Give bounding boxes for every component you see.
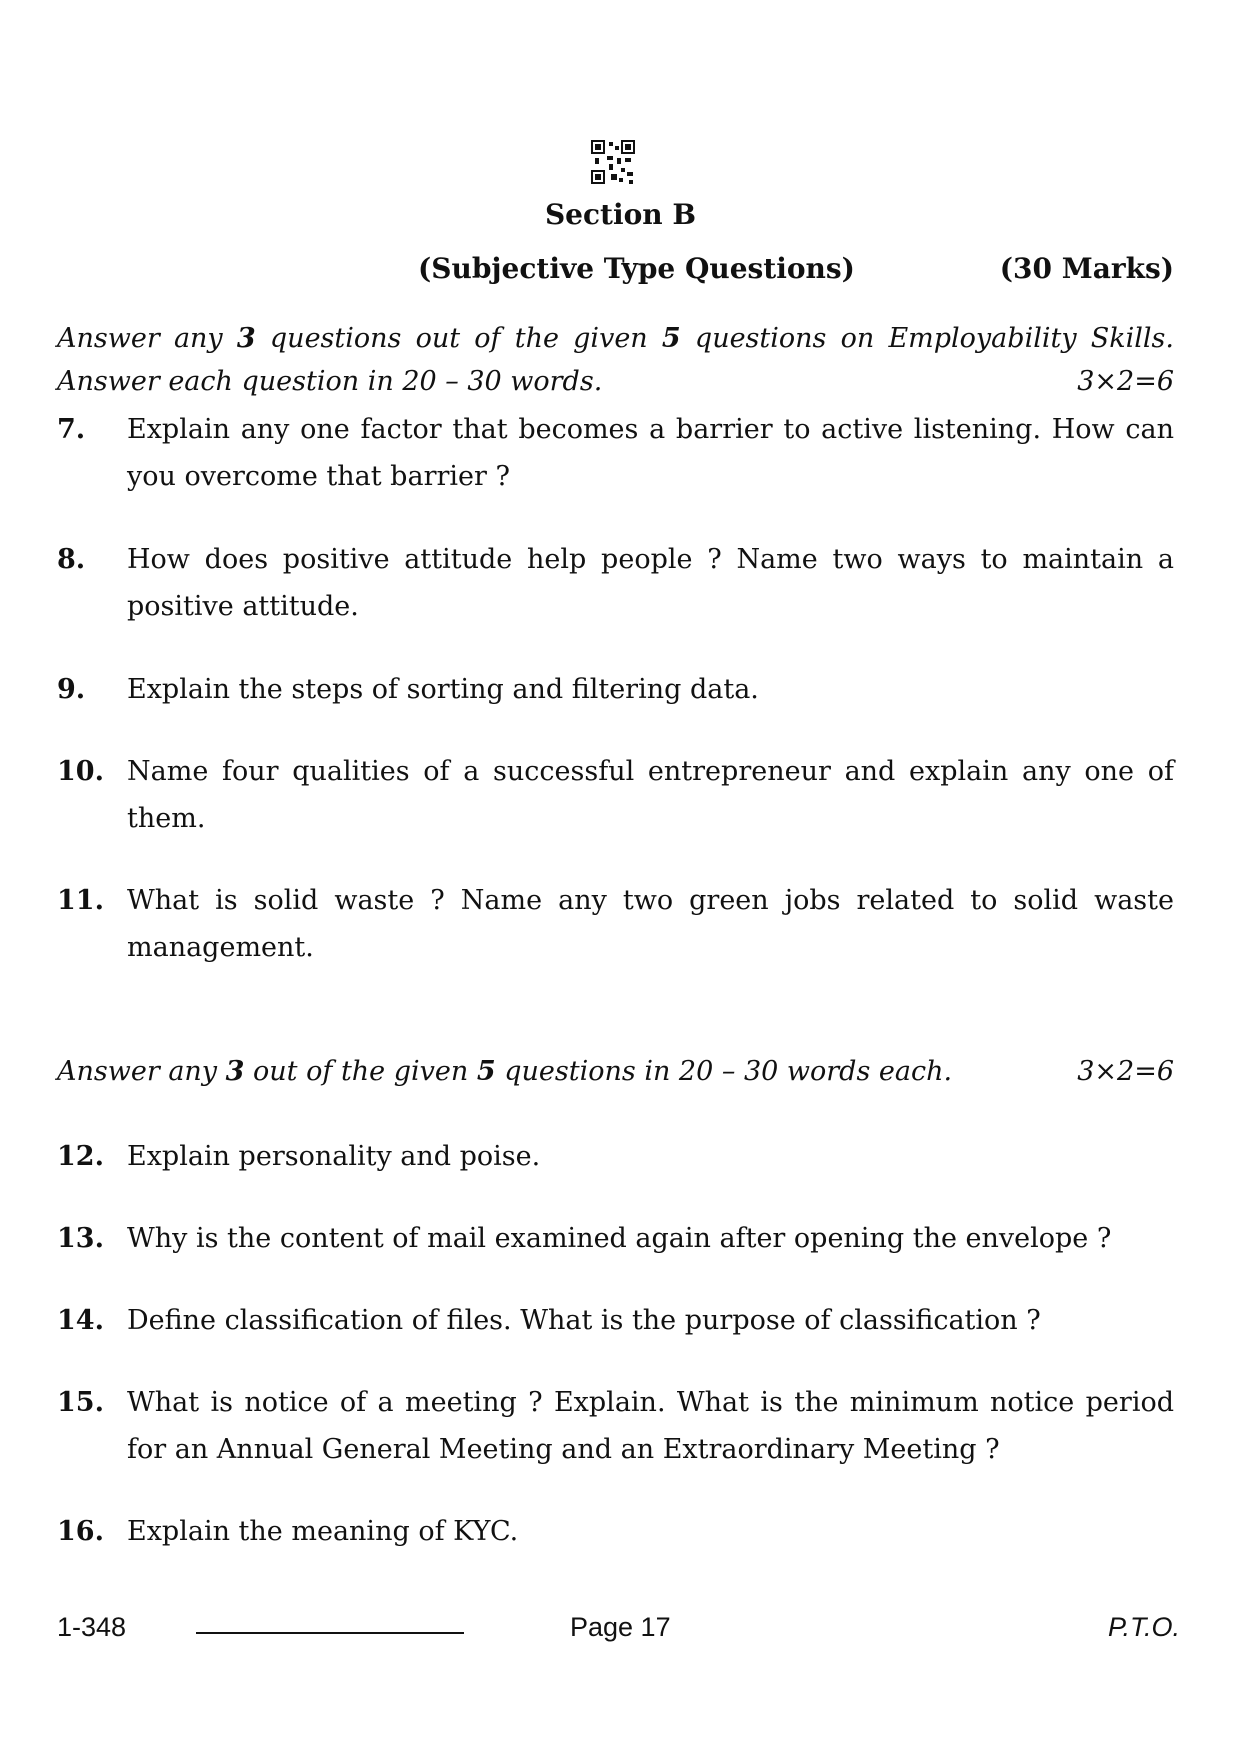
- question-7: [57, 406, 1174, 500]
- question-text: Explain the steps of sorting and filtering data.: [127, 674, 759, 705]
- question-text: Explain the meaning of KYC.: [127, 1516, 519, 1547]
- instruction-block2-marks: 3×2=6: [1077, 1056, 1174, 1087]
- section-title: Section B: [544, 198, 697, 231]
- question-14: [57, 1297, 1117, 1344]
- question-11: [57, 877, 1174, 971]
- question-number: 8.: [57, 544, 86, 575]
- question-text: Why is the content of mail examined again after opening the envelope ?: [127, 1223, 1112, 1254]
- question-15: [57, 1379, 1174, 1473]
- footer-page-number: Page 17: [570, 1612, 671, 1642]
- question-number: 11.: [57, 885, 104, 916]
- question-number: 15.: [57, 1387, 104, 1418]
- question-12: [57, 1133, 1117, 1180]
- question-16: [57, 1508, 1117, 1555]
- question-number: 10.: [57, 756, 104, 787]
- instruction-block1-line2: Answer each question in 20 – 30 words.: [57, 366, 603, 397]
- question-number: 7.: [57, 414, 86, 445]
- question-13: [57, 1215, 1117, 1262]
- instruction-block1-line1: Answer any 3 questions out of the given 5 questions on Employability Skills.: [57, 323, 1174, 354]
- question-number: 16.: [57, 1516, 104, 1547]
- instruction-block2: Answer any 3 out of the given 5 questions in 20 – 30 words each.: [57, 1056, 953, 1087]
- question-text: What is solid waste ? Name any two green jobs related to solid waste management.: [127, 885, 1174, 963]
- question-number: 13.: [57, 1223, 104, 1254]
- question-9: [57, 666, 1117, 713]
- section-subtitle: (Subjective Type Questions): [418, 252, 855, 285]
- question-number: 12.: [57, 1141, 104, 1172]
- footer-pto: P.T.O.: [1107, 1612, 1180, 1642]
- question-text: Explain personality and poise.: [127, 1141, 541, 1172]
- question-text: Name four qualities of a successful entrepreneur and explain any one of them.: [127, 756, 1174, 834]
- question-text: Define classification of files. What is the purpose of classification ?: [127, 1305, 1041, 1336]
- section-marks: (30 Marks): [999, 252, 1174, 285]
- instruction-block1-marks: 3×2=6: [1077, 366, 1174, 397]
- question-number: 9.: [57, 674, 86, 705]
- question-text: How does positive attitude help people ? Name two ways to maintain a positive attitude.: [127, 544, 1174, 622]
- question-number: 14.: [57, 1305, 104, 1336]
- question-text: Explain any one factor that becomes a barrier to active listening. How can you overcome that barrier ?: [127, 414, 1174, 492]
- qr-code-icon: [591, 140, 635, 184]
- question-text: What is notice of a meeting ? Explain. What is the minimum notice period for an Annual General Meeting and an Extraordinary Meeting ?: [127, 1387, 1174, 1465]
- footer-divider: [196, 1632, 464, 1634]
- footer-paper-code: 1-348: [57, 1612, 127, 1642]
- question-8: [57, 536, 1174, 630]
- question-10: [57, 748, 1174, 842]
